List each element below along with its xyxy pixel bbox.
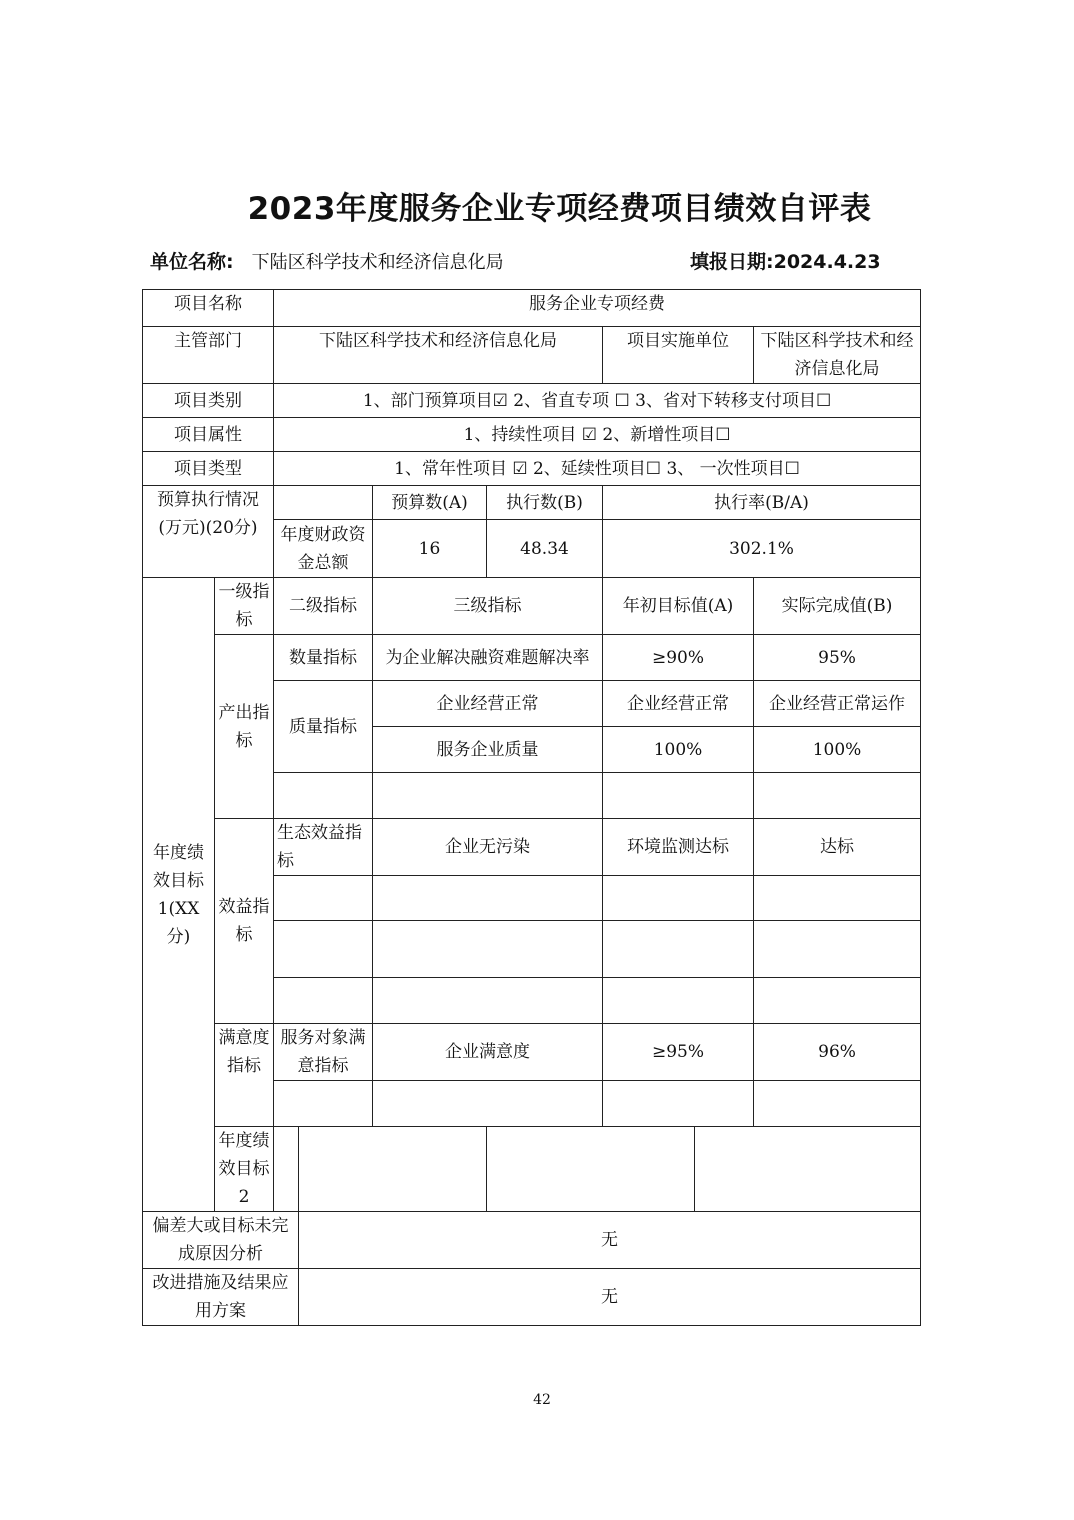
quality2-actual: 100% — [754, 727, 921, 773]
budget-value: 16 — [373, 520, 487, 578]
type-value: 1、常年性项目 ☑ 2、延续性项目☐ 3、 一次性项目☐ — [274, 452, 921, 486]
empty-cell — [754, 876, 921, 921]
header-level3: 三级指标 — [373, 578, 603, 635]
header-target: 年初目标值(A) — [603, 578, 754, 635]
empty-cell — [754, 1081, 921, 1127]
unit-line — [150, 247, 504, 274]
deviation-label: 偏差大或目标未完成原因分析 — [143, 1212, 299, 1269]
empty-cell — [373, 1081, 603, 1127]
satisfaction-indicator-label: 满意度指标 — [215, 1024, 274, 1127]
deviation-value: 无 — [299, 1212, 921, 1269]
unit-label: 单位名称: — [150, 251, 234, 273]
unit-value: 下陆区科学技术和经济信息化局 — [251, 252, 504, 273]
satisfaction-target: ≥95% — [603, 1024, 754, 1081]
benefit-indicator-label: 效益指标 — [215, 819, 274, 1024]
goal2-label: 年度绩效目标2 — [215, 1127, 274, 1212]
empty-cell — [603, 978, 754, 1024]
impl-unit-value: 下陆区科学技术和经济信息化局 — [754, 327, 921, 384]
project-name-label: 项目名称 — [143, 290, 274, 327]
empty-cell — [274, 876, 373, 921]
empty-cell — [603, 1081, 754, 1127]
empty-cell — [754, 978, 921, 1024]
empty-cell — [274, 773, 373, 819]
quality2-name: 服务企业质量 — [373, 727, 603, 773]
date-line — [690, 247, 881, 274]
attribute-label: 项目属性 — [143, 418, 274, 452]
empty-cell — [274, 1127, 299, 1212]
empty-cell — [603, 876, 754, 921]
date-value: 2024.4.23 — [773, 251, 881, 273]
quality1-target: 企业经营正常 — [603, 681, 754, 727]
quantity-indicator-name: 为企业解决融资难题解决率 — [373, 635, 603, 681]
empty-cell — [754, 773, 921, 819]
quantity-indicator-label: 数量指标 — [274, 635, 373, 681]
quantity-actual: 95% — [754, 635, 921, 681]
goal1-label: 年度绩效目标1(XX分) — [143, 578, 215, 1212]
impl-unit-label: 项目实施单位 — [603, 327, 754, 384]
category-label: 项目类别 — [143, 384, 274, 418]
eco-actual: 达标 — [754, 819, 921, 876]
rate-value: 302.1% — [603, 520, 921, 578]
quality2-target: 100% — [603, 727, 754, 773]
empty-cell — [603, 773, 754, 819]
page-number: 42 — [533, 1392, 551, 1408]
improvement-value: 无 — [299, 1269, 921, 1326]
budget-blank-cell — [274, 486, 373, 520]
empty-cell — [487, 1127, 695, 1212]
empty-cell — [274, 1081, 373, 1127]
type-label: 项目类型 — [143, 452, 274, 486]
empty-cell — [373, 876, 603, 921]
satisfaction-actual: 96% — [754, 1024, 921, 1081]
empty-cell — [695, 1127, 921, 1212]
budget-row-label: 年度财政资金总额 — [274, 520, 373, 578]
eco-indicator-name: 企业无污染 — [373, 819, 603, 876]
eco-indicator-label: 生态效益指标 — [274, 819, 373, 876]
empty-cell — [274, 978, 373, 1024]
date-label: 填报日期: — [690, 251, 774, 273]
budget-header-rate: 执行率(B/A) — [603, 486, 921, 520]
empty-cell — [603, 921, 754, 978]
output-indicator-label: 产出指标 — [215, 635, 274, 819]
empty-cell — [754, 921, 921, 978]
empty-cell — [373, 978, 603, 1024]
evaluation-table — [142, 289, 921, 1326]
satisfaction-sub-label: 服务对象满意指标 — [274, 1024, 373, 1081]
attribute-value: 1、持续性项目 ☑ 2、新增性项目☐ — [274, 418, 921, 452]
empty-cell — [299, 1127, 487, 1212]
exec-value: 48.34 — [487, 520, 603, 578]
quantity-target: ≥90% — [603, 635, 754, 681]
empty-cell — [373, 773, 603, 819]
quality1-name: 企业经营正常 — [373, 681, 603, 727]
header-actual: 实际完成值(B) — [754, 578, 921, 635]
dept-label: 主管部门 — [143, 327, 274, 384]
project-name-value: 服务企业专项经费 — [274, 290, 921, 327]
header-level2: 二级指标 — [274, 578, 373, 635]
quality1-actual: 企业经营正常运作 — [754, 681, 921, 727]
eco-target: 环境监测达标 — [603, 819, 754, 876]
empty-cell — [274, 921, 373, 978]
header-level1: 一级指标 — [215, 578, 274, 635]
satisfaction-name: 企业满意度 — [373, 1024, 603, 1081]
budget-header-b: 执行数(B) — [487, 486, 603, 520]
page-title: 2023年度服务企业专项经费项目绩效自评表 — [247, 191, 872, 227]
budget-header-a: 预算数(A) — [373, 486, 487, 520]
category-value: 1、部门预算项目☑ 2、省直专项 ☐ 3、省对下转移支付项目☐ — [274, 384, 921, 418]
budget-label: 预算执行情况(万元)(20分) — [143, 486, 274, 578]
improvement-label: 改进措施及结果应用方案 — [143, 1269, 299, 1326]
dept-value: 下陆区科学技术和经济信息化局 — [274, 327, 603, 384]
quality-indicator-label: 质量指标 — [274, 681, 373, 773]
empty-cell — [373, 921, 603, 978]
